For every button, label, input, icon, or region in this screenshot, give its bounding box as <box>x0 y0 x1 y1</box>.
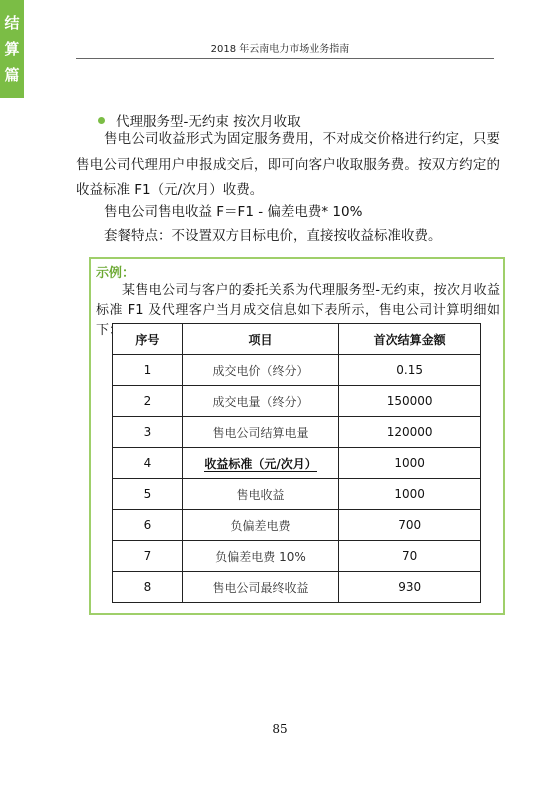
row-amount: 930 <box>339 572 481 603</box>
table-row <box>113 386 481 417</box>
side-tab-char: 篇 <box>4 66 20 84</box>
row-amount: 120000 <box>339 417 481 448</box>
table-header-row <box>113 324 481 355</box>
table-row <box>113 479 481 510</box>
section-paragraph: 售电公司收益形式为固定服务费用，不对成交价格进行约定，只要售电公司代理用户申报成交后，即可向客户收取服务费。按双方约定的收益标准 F1（元/次月）收费。 <box>76 131 500 198</box>
row-amount: 1000 <box>339 479 481 510</box>
side-tab-char: 算 <box>4 40 20 58</box>
page-header-title: 2018 年云南电力市场业务指南 <box>210 44 350 55</box>
package-features: 套餐特点：不设置双方目标电价，直接按收益标准收费。 <box>104 228 442 244</box>
table-row <box>113 417 481 448</box>
row-index: 1 <box>113 355 183 386</box>
row-amount: 150000 <box>339 386 481 417</box>
revenue-formula: 售电公司售电收益 F＝F1 - 偏差电费* 10% <box>104 204 363 220</box>
table-row <box>113 572 481 603</box>
page-number: 85 <box>272 722 288 736</box>
row-index: 8 <box>113 572 183 603</box>
row-item: 负偏差电费 <box>182 510 339 541</box>
example-text: 某售电公司与客户的委托关系为代理服务型-无约束，按次月收益标准 F1 及代理客户当月成交信息如下表所示，售电公司计算明细如下： <box>96 283 500 338</box>
row-amount: 700 <box>339 510 481 541</box>
example-label: 示例： <box>96 266 136 281</box>
table-row <box>113 448 481 479</box>
row-item: 成交电量（终分） <box>182 386 339 417</box>
row-index: 2 <box>113 386 183 417</box>
row-item: 成交电价（终分） <box>182 355 339 386</box>
table-row <box>113 355 481 386</box>
row-item: 负偏差电费 10% <box>182 541 339 572</box>
row-item: 售电收益 <box>182 479 339 510</box>
column-header: 首次结算金额 <box>339 324 481 355</box>
table-row <box>113 510 481 541</box>
side-tab-char: 结 <box>4 14 20 32</box>
row-item: 售电公司结算电量 <box>182 417 339 448</box>
row-item: 售电公司最终收益 <box>182 572 339 603</box>
bullet-icon <box>98 117 105 124</box>
header-divider <box>76 58 494 59</box>
row-index: 7 <box>113 541 183 572</box>
table-row <box>113 541 481 572</box>
row-item-text: 收益标准（元/次月） <box>204 456 317 471</box>
row-index: 5 <box>113 479 183 510</box>
row-amount: 0.15 <box>339 355 481 386</box>
column-header: 项目 <box>182 324 339 355</box>
row-index: 4 <box>113 448 183 479</box>
column-header: 序号 <box>113 324 183 355</box>
settlement-table <box>112 323 481 603</box>
row-amount: 70 <box>339 541 481 572</box>
row-index: 6 <box>113 510 183 541</box>
section-heading-text: 代理服务型-无约束 按次月收取 <box>116 114 301 130</box>
row-amount: 1000 <box>339 448 481 479</box>
row-index: 3 <box>113 417 183 448</box>
row-item-emphasized <box>182 448 339 479</box>
